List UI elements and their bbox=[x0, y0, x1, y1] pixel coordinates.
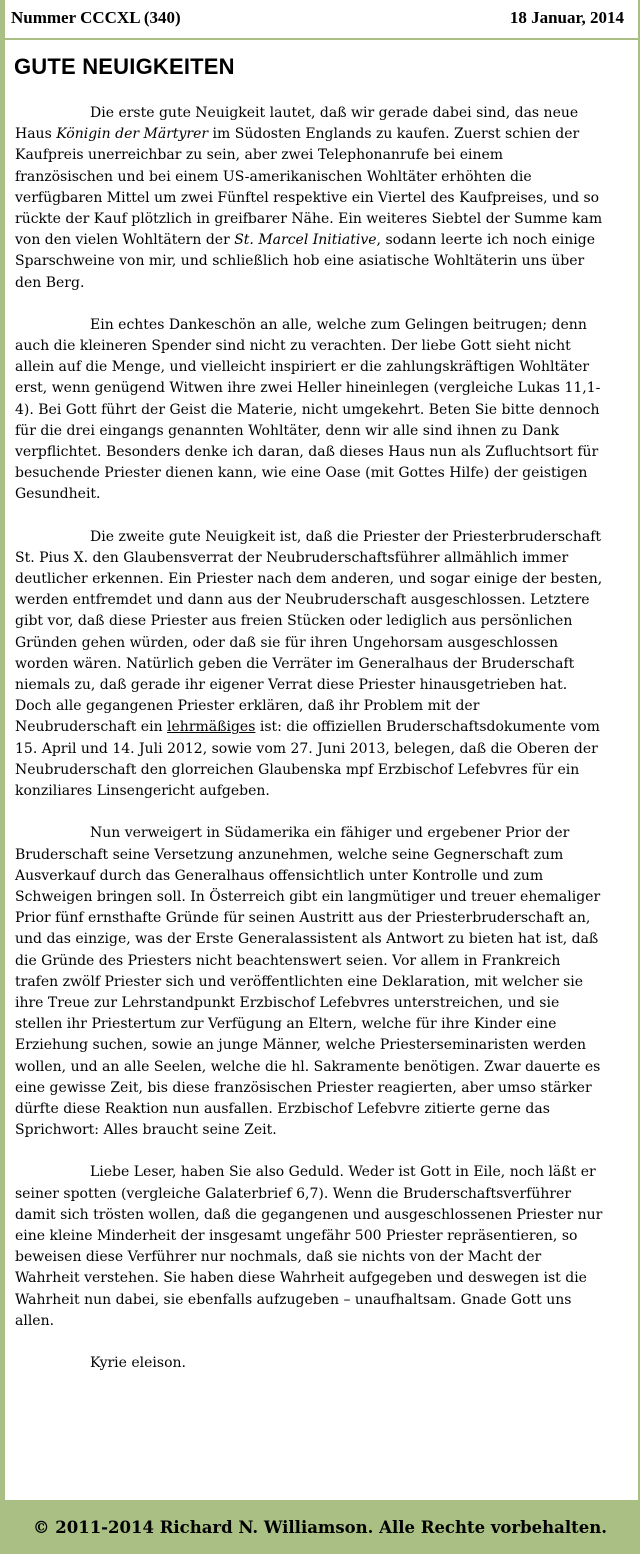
paragraph-text: Kyrie eleison. bbox=[90, 1354, 186, 1371]
article-title: GUTE NEUIGKEITEN bbox=[14, 54, 235, 79]
article-paragraph bbox=[15, 315, 605, 506]
issue-number: Nummer CCCXL (340) bbox=[11, 8, 181, 27]
article-paragraph bbox=[15, 1353, 605, 1374]
paragraph-text: Die zweite gute Neuigkeit ist, daß die Priester der Priesterbruderschaft St. Pius X. den Glaubensverrat der Neubruderschaftsführer allmählich immer deutlicher erkennen. Ein Priester nach dem anderen, und sogar einige der besten, werden entfremdet und dann aus der Neubruderschaft ausgeschlossen. Letztere gibt vor, daß diese Priester aus freien Stücken oder lediglich aus persönlichen Gründen gehen würden, oder daß sie für ihren Ungehorsam ausgeschlossen worden wären. Natürlich geben die Verräter im Generalhaus der Bruderschaft niemals zu, daß gerade ihr eigener Verrat diese Priester hinausgetrieben hat. Doch alle gegangenen Priester erklären, daß ihr Problem mit der Neubruderschaft ein bbox=[15, 528, 603, 736]
paragraph-text: ist: die offiziellen Bruderschaftsdokumente vom 15. April und 14. Juli 2012, sowie vom 27. Juni 2013, belegen, daß die Oberen der Neubruderschaft den glorreichen Glaubenska mpf Erzbischof Lefebvres für ein konziliares Linsengericht aufgeben. bbox=[15, 719, 600, 800]
newsletter-page bbox=[5, 0, 638, 1500]
paragraph-text: Liebe Leser, haben Sie also Geduld. Weder ist Gott in Eile, noch läßt er seiner spotten (vergleiche Galaterbrief 6,7). Wenn die Bruderschaftsverführer damit sich trösten wollen, daß die gegangenen und ausgeschlossenen Priester nur eine kleine Minderheit der insgesamt ungefähr 500 Priester repräsentieren, so beweisen diese Verführer nur nochmals, daß sie nichts von der Macht der Wahrheit verstehen. Sie haben diese Wahrheit aufgegeben und deswegen ist die Wahrheit nun dabei, sie ebenfalls aufzugeben – unaufhaltsam. Gnade Gott uns allen. bbox=[15, 1164, 603, 1329]
issue-header bbox=[11, 8, 624, 30]
underlined-text: lehrmäßiges bbox=[167, 719, 256, 736]
header-divider bbox=[5, 38, 638, 40]
paragraph-text: Nun verweigert in Südamerika ein fähiger und ergebener Prior der Bruderschaft seine Versetzung anzunehmen, welche seine Gegnerschaft zum Ausverkauf durch das Generalhaus offensichtlich unter Kontrolle und zum Schweigen bringen soll. In Österreich gibt ein langmütiger und treuer ehemaliger Prior fünf ernsthafte Gründe für seinen Austritt aus der Priesterbruderschaft an, und das einzige, was der Erste Generalassistent als Antwort zu bieten hat ist, daß die Gründe des Priesters nicht beachtenswert seien. Vor allem in Frankreich trafen zwölf Priester sich und veröffentlichten eine Deklaration, mit welcher sie ihre Treue zur Lehrstandpunkt Erzbischof Lefebvres unterstreichen, und sie stellen ihr Priestertum zur Verfügung an Eltern, welche für ihre Kinder eine Erziehung suchen, sowie an junge Männer, welche Priesterseminaristen werden wollen, und an alle Seelen, welche die hl. Sakramente benötigen. Zwar dauerte es eine gewisse Zeit, bis diese französischen Priester reagierten, aber umso stärker dürfte diese Reaktion nun ausfallen. Erzbischof Lefebvre zitierte gerne das Sprichwort: Alles braucht seine Zeit. bbox=[15, 825, 601, 1139]
paragraph-text: im Südosten Englands zu kaufen. Zuerst schien der Kaufpreis unerreichbar zu sein, aber zwei Telephonanrufe bei einem französischen und bei einem US-amerikanischen Wohltäter erhöhten die verfügbaren Mittel um zwei Fünftel respektive ein Viertel des Kaufpreises, und so rückte der Kauf plötzlich in greifbarer Nähe. Ein weiteres Siebtel der Summe kam von den vielen Wohltätern der bbox=[15, 126, 603, 249]
italic-text: Königin der Märtyrer bbox=[56, 126, 209, 143]
article-body bbox=[15, 103, 605, 1374]
article-paragraph bbox=[15, 527, 605, 803]
copyright-footer: © 2011-2014 Richard N. Williamson. Alle Rechte vorbehalten. bbox=[33, 1517, 607, 1537]
issue-date: 18 Januar, 2014 bbox=[509, 8, 624, 27]
italic-text: St. Marcel Initiative bbox=[234, 232, 377, 249]
paragraph-text: , sodann leerte ich noch einige Sparschweine von mir, und schließlich hob eine asiatische Wohltäterin uns über den Berg. bbox=[15, 232, 595, 291]
article-paragraph bbox=[15, 823, 605, 1141]
article-paragraph bbox=[15, 1162, 605, 1332]
paragraph-text: Ein echtes Dankeschön an alle, welche zum Gelingen beitrugen; denn auch die kleineren Spender sind nicht zu verachten. Der liebe Gott sieht nicht allein auf die Menge, und vielleicht inspiriert er die zahlungskräftigen Wohltäter erst, wenn genügend Witwen ihre zwei Heller hineinlegen (vergleiche Lukas 11,1-4). Bei Gott führt der Geist die Materie, nicht umgekehrt. Beten Sie bitte dennoch für die drei eingangs genannten Wohltäter, denn wir alle sind ihnen zu Dank verpflichtet. Besonders denke ich daran, daß dieses Haus nun als Zufluchtsort für besuchende Priester dienen kann, wie eine Oase (mit Gottes Hilfe) der geistigen Gesundheit. bbox=[15, 316, 601, 503]
paragraph-text: Die erste gute Neuigkeit lautet, daß wir gerade dabei sind, das neue Haus bbox=[15, 105, 579, 143]
article-paragraph bbox=[15, 103, 605, 294]
